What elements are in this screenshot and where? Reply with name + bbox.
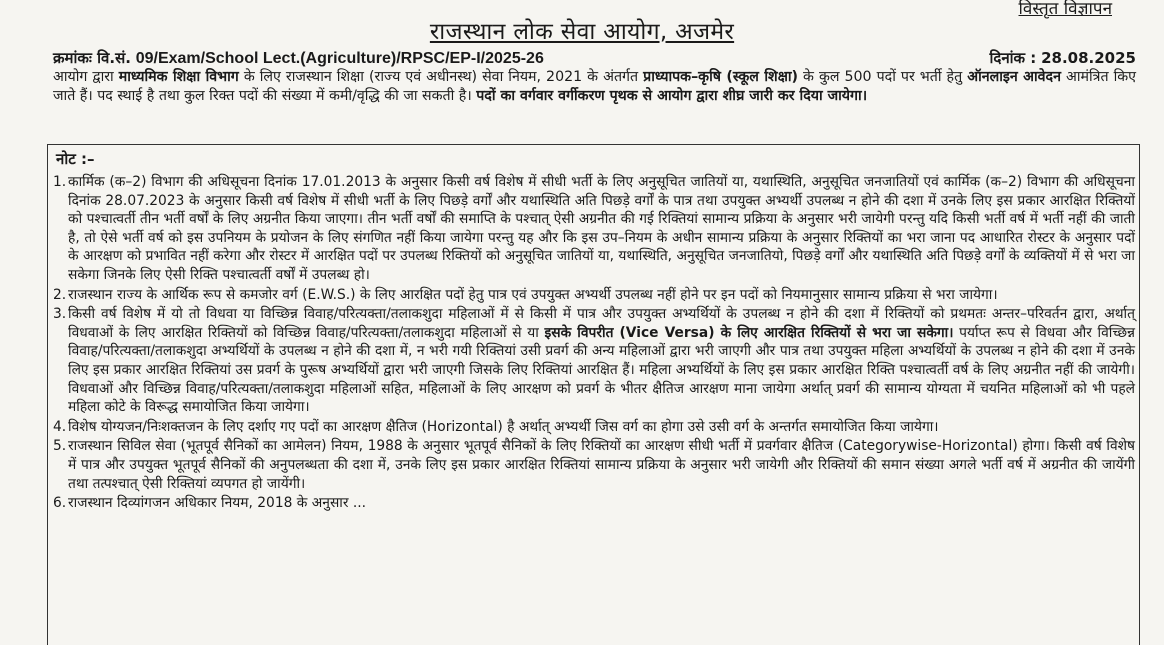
note-text: राजस्थान दिव्यांगजन अधिकार नियम, 2018 के अनुसार ... xyxy=(68,495,367,512)
intro-text-4: आमंत्रित किए जाते हैं। पद स्थाई है तथा कुल रिक्त पदों की संख्या में कमी/वृद्धि की जा सकती है। xyxy=(53,69,1137,104)
reference-number: 09/Exam/School Lect.(Agriculture)/RPSC/EP-I/2025-26 xyxy=(135,50,544,67)
reference-block xyxy=(53,48,544,68)
note-item xyxy=(53,173,1135,285)
intro-bold-4: पदों का वर्गवार वर्गीकरण पृथक से आयोग द्वारा शीघ्र जारी कर दिया जायेगा। xyxy=(476,88,868,104)
intro-text-1: आयोग द्वारा xyxy=(53,69,119,85)
note-text-part: पर्याप्त रूप से विधवा और विच्छिन्न विवाह/परित्यक्ता/तलाकशुदा अभ्यर्थियों के उपलब्ध न होने की दशा में, न भरी गयी रिक्तियां उसी प्रवर्ग की अन्य महिलाओं द्वारा भरी जाएगी और पात्र तथा उपयुक्त महिला अभ्यर्थियों के उपलब्ध न होने की दशा में उनके लिए इस प्रकार आरक्षित रिक्तियां उस प्रवर्ग के पुरूष अभ्यर्थियों द्वारा भरी जाएगी जिसके लिए रिक्तियां आरक्षित हैं। महिला अभ्यर्थियों के लिए इस प्रकार आरक्षित रिक्ति पश्चात्वर्ती वर्ष के लिए अग्रनीत नहीं की जायेगी। विधवाओं और विच्छिन्न विवाह/परित्यक्ता/तलाकशुदा महिलाओं सहित, महिलाओं के लिए आरक्षण को प्रवर्ग के भीतर क्षैतिज आरक्षण माना जायेगा अर्थात् प्रवर्ग की सामान्य योग्यता में चयनित महिलाओं को भी पहले महिला कोटे के विरूद्ध समायोजित किया जायेगा। xyxy=(68,324,1135,416)
note-text: कार्मिक (क–2) विभाग की अधिसूचना दिनांक 17.01.2013 के अनुसार किसी वर्ष विशेष में सीधी भर्ती के लिए अनुसूचित जातियों या, यथास्थिति, अनुसूचित जनजातियों एवं कार्मिक (क–2) विभाग की अधिसूचना दिनांक 28.07.2023 के अनुसार किसी वर्ष विशेष में सीधी भर्ती के लिए पिछड़े वर्गों और यथास्थिति अति पिछड़े वर्गों के पात्र तथा उपयुक्त अभ्यर्थी उपलब्ध न होने की दशा में उनके लिए इस प्रकार आरक्षित रिक्तियों को पश्चात्वर्ती तीन भर्ती वर्षों के लिए अग्रनीत किया जाएगा। तीन भर्ती वर्षों की समाप्ति के पश्चात् ऐसी अग्रनीत की गई रिक्तियां सामान्य प्रक्रिया के अनुसार भरी जायेगी परन्तु यदि किसी भर्ती वर्ष में भर्ती नहीं की जाती है, तो ऐसे भर्ती वर्ष को इस उपनियम के प्रयोजन के लिए संगणित नहीं किया जायेगा परन्तु यह और कि इस उप–नियम के अधीन सामान्य प्रक्रिया के अनुसार रिक्तियों का भरा जाना पद आधारित रोस्टर के अनुसार पदों के आरक्षण को प्रभावित नहीं करेगा और रोस्टर में आरक्षित पदों पर उपलब्ध रिक्तियों को अनुसूचित जातियों या, यथास्थिति, अनुसूचित जनजातियो, पिछड़े वर्गों और यथास्थिति अति पिछड़े वर्गों के व्यक्तियों में से भरा जा सकेगा जिनके लिए ऐसी रिक्ति पश्चात्वर्ती वर्षों में उपलब्ध हो। xyxy=(68,174,1135,283)
intro-text-3: के कुल 500 पदों पर भर्ती हेतु xyxy=(798,69,968,85)
date-value: 28.08.2025 xyxy=(1041,49,1136,67)
note-number: 4. xyxy=(53,418,67,435)
note-text-part: किसी वर्ष विशेष में यो तो विधवा या विच्छिन्न विवाह/परित्यक्ता/तलाकशुदा महिलाओं में से किसी में पात्र और उपयुक्त अभ्यर्थियों के उपलब्ध न होने की दशा में रिक्तियों को प्रथमतः अन्तर–परिवर्तन द्वारा, अर्थात् विधवाओं के लिए आरक्षित रिक्तियों को विच्छिन्न विवाह/परित्यक्ता/तलाकशुदा महिलाओं से या xyxy=(68,306,1135,341)
reference-line xyxy=(53,48,1136,68)
note-item xyxy=(53,286,1135,305)
intro-bold-3: ऑनलाइन आवेदन xyxy=(967,69,1061,85)
page-title: राजस्थान लोक सेवा आयोग, अजमेर xyxy=(429,19,735,45)
date-block xyxy=(990,48,1137,68)
note-item xyxy=(53,437,1135,493)
advertisement-type-label: विस्तृत विज्ञापन xyxy=(1018,0,1112,19)
note-item xyxy=(53,305,1135,417)
notes-box xyxy=(47,144,1140,645)
note-text-bold: इसके विपरीत (Vice Versa) के लिए आरक्षित रिक्तियों से भरा जा सकेगा। xyxy=(544,324,954,341)
note-text: विशेष योग्यजन/निःशक्तजन के लिए दर्शाए गए पदों का आरक्षण क्षैतिज (Horizontal) है अर्थात् अभ्यर्थी जिस वर्ग का होगा उसे उसी वर्ग के अन्तर्गत समायोजित किया जायेगा। xyxy=(68,418,939,435)
note-number: 5. xyxy=(53,438,67,455)
note-number: 6. xyxy=(53,495,67,512)
intro-bold-2: प्राध्यापक–कृषि (स्कूल शिक्षा) xyxy=(643,69,799,85)
intro-paragraph xyxy=(53,68,1136,106)
note-text: राजस्थान सिविल सेवा (भूतपूर्व सैनिकों का आमेलन) नियम, 1988 के अनुसार भूतपूर्व सैनिकों के लिए रिक्तियों का आरक्षण सीधी भर्ती में प्रवर्गवार क्षैतिज (Categorywise-Horizontal) होगा। किसी वर्ष विशेष में पात्र और उपयुक्त भूतपूर्व सैनिकों की अनुपलब्धता की दशा में, उनके लिए इस प्रकार आरक्षित रिक्तियां सामान्य प्रक्रिया के अनुसार भरी जायेगी और रिक्तियों की समान संख्या अगले भर्ती वर्ष में अग्रनीत की जायेंगी तथा तत्पश्चात् ऐसी रिक्तियां व्यपगत हो जायेंगी। xyxy=(68,438,1135,492)
notes-title: नोट :– xyxy=(56,150,95,168)
note-number: 3. xyxy=(53,306,67,323)
date-label: दिनांक : xyxy=(989,49,1037,67)
notes-list xyxy=(53,173,1135,514)
note-text: राजस्थान राज्य के आर्थिक रूप से कमजोर वर्ग (E.W.S.) के लिए आरक्षित पदों हेतु पात्र एवं उपयुक्त अभ्यर्थी उपलब्ध नहीं होने पर इन पदों को नियमानुसार सामान्य प्रक्रिया से भरा जायेगा। xyxy=(68,286,998,303)
note-number: 2. xyxy=(53,286,67,303)
intro-text-2: के लिए राजस्थान शिक्षा (राज्य एवं अधीनस्थ) सेवा नियम, 2021 के अंतर्गत xyxy=(238,69,644,85)
intro-bold-1: माध्यमिक शिक्षा विभाग xyxy=(118,69,239,85)
reference-label: क्रमांकः वि.सं. xyxy=(53,49,131,67)
note-item xyxy=(53,494,1135,513)
note-number: 1. xyxy=(53,174,67,190)
note-text xyxy=(68,305,1135,417)
note-item xyxy=(53,418,1135,437)
